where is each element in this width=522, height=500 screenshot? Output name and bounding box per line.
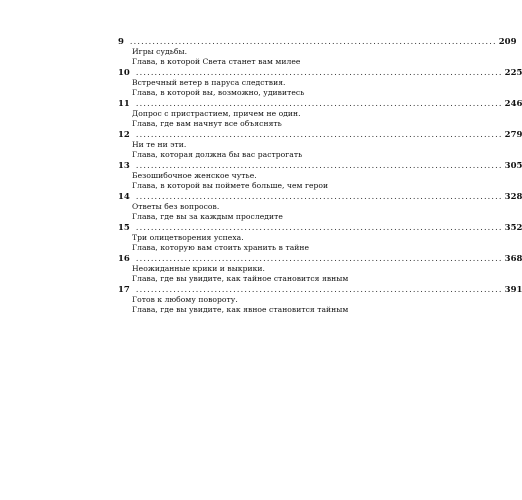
chapter-subtitle: Глава, где вы увидите, как тайное становится явным xyxy=(132,274,349,283)
chapter-number: 17 xyxy=(118,285,130,295)
toc-entry-9[interactable] xyxy=(118,36,517,67)
page-number: 368 xyxy=(504,254,522,264)
chapter-number: 12 xyxy=(118,130,130,140)
toc-entry-header xyxy=(118,36,517,47)
dot-leader: .................................................................................................. xyxy=(135,99,503,108)
toc-entry-14[interactable] xyxy=(118,191,522,222)
chapter-title: Неожиданные крики и выкрики. xyxy=(132,264,265,273)
toc-entry-header xyxy=(118,160,522,171)
chapter-title: Безошибочное женское чутье. xyxy=(132,171,257,180)
toc-entry-header xyxy=(118,222,522,233)
page-number: 391 xyxy=(504,285,522,295)
toc-entry-11[interactable] xyxy=(118,98,522,129)
chapter-subtitle: Глава, где вам начнут все объяснять xyxy=(132,119,282,128)
toc-entry-12[interactable] xyxy=(118,129,522,160)
chapter-subtitle: Глава, которая должна бы вас растрогать xyxy=(132,150,303,159)
chapter-title: Ни те ни эти. xyxy=(132,140,187,149)
page-number: 328 xyxy=(504,192,522,202)
chapter-title: Встречный ветер в паруса следствия. xyxy=(132,78,286,87)
dot-leader: .................................................................................................. xyxy=(135,285,503,294)
chapter-number: 15 xyxy=(118,223,130,233)
chapter-number: 9 xyxy=(118,37,124,47)
dot-leader: .................................................................................................. xyxy=(135,223,503,232)
page-number: 209 xyxy=(498,37,517,47)
dot-leader: .................................................................................................. xyxy=(135,192,503,201)
chapter-subtitle: Глава, где вы увидите, как явное становится тайным xyxy=(132,305,349,314)
chapter-number: 13 xyxy=(118,161,130,171)
dot-leader: .................................................................................................. xyxy=(129,37,497,46)
page-number: 279 xyxy=(504,130,522,140)
dot-leader: .................................................................................................. xyxy=(135,68,503,77)
toc-entry-13[interactable] xyxy=(118,160,522,191)
chapter-title: Допрос с пристрастием, причем не один. xyxy=(132,109,301,118)
toc-entry-header xyxy=(118,191,522,202)
page-number: 225 xyxy=(504,68,522,78)
page-number: 246 xyxy=(504,99,522,109)
page-number: 305 xyxy=(504,161,522,171)
page-number: 352 xyxy=(504,223,522,233)
toc-entry-header xyxy=(118,129,522,140)
chapter-title: Ответы без вопросов. xyxy=(132,202,220,211)
chapter-title: Три олицетворения успеха. xyxy=(132,233,244,242)
table-of-contents xyxy=(118,36,522,315)
toc-entry-17[interactable] xyxy=(118,284,522,315)
chapter-number: 10 xyxy=(118,68,130,78)
dot-leader: .................................................................................................. xyxy=(135,254,503,263)
chapter-number: 11 xyxy=(118,99,130,109)
chapter-subtitle: Глава, в которой вы поймете больше, чем герои xyxy=(132,181,329,190)
chapter-subtitle: Глава, в которой Света станет вам милее xyxy=(132,57,301,66)
toc-entry-header xyxy=(118,253,522,264)
toc-entry-16[interactable] xyxy=(118,253,522,284)
toc-entry-header xyxy=(118,67,522,78)
chapter-subtitle: Глава, которую вам стоить хранить в тайне xyxy=(132,243,310,252)
toc-entry-15[interactable] xyxy=(118,222,522,253)
toc-entry-header xyxy=(118,98,522,109)
toc-entry-10[interactable] xyxy=(118,67,522,98)
chapter-number: 16 xyxy=(118,254,130,264)
chapter-subtitle: Глава, в которой вы, возможно, удивитесь xyxy=(132,88,305,97)
chapter-subtitle: Глава, где вы за каждым проследите xyxy=(132,212,283,221)
chapter-number: 14 xyxy=(118,192,130,202)
chapter-title: Игры судьбы. xyxy=(132,47,188,56)
chapter-title: Готов к любому повороту. xyxy=(132,295,238,304)
dot-leader: .................................................................................................. xyxy=(135,130,503,139)
dot-leader: .................................................................................................. xyxy=(135,161,503,170)
toc-entry-header xyxy=(118,284,522,295)
